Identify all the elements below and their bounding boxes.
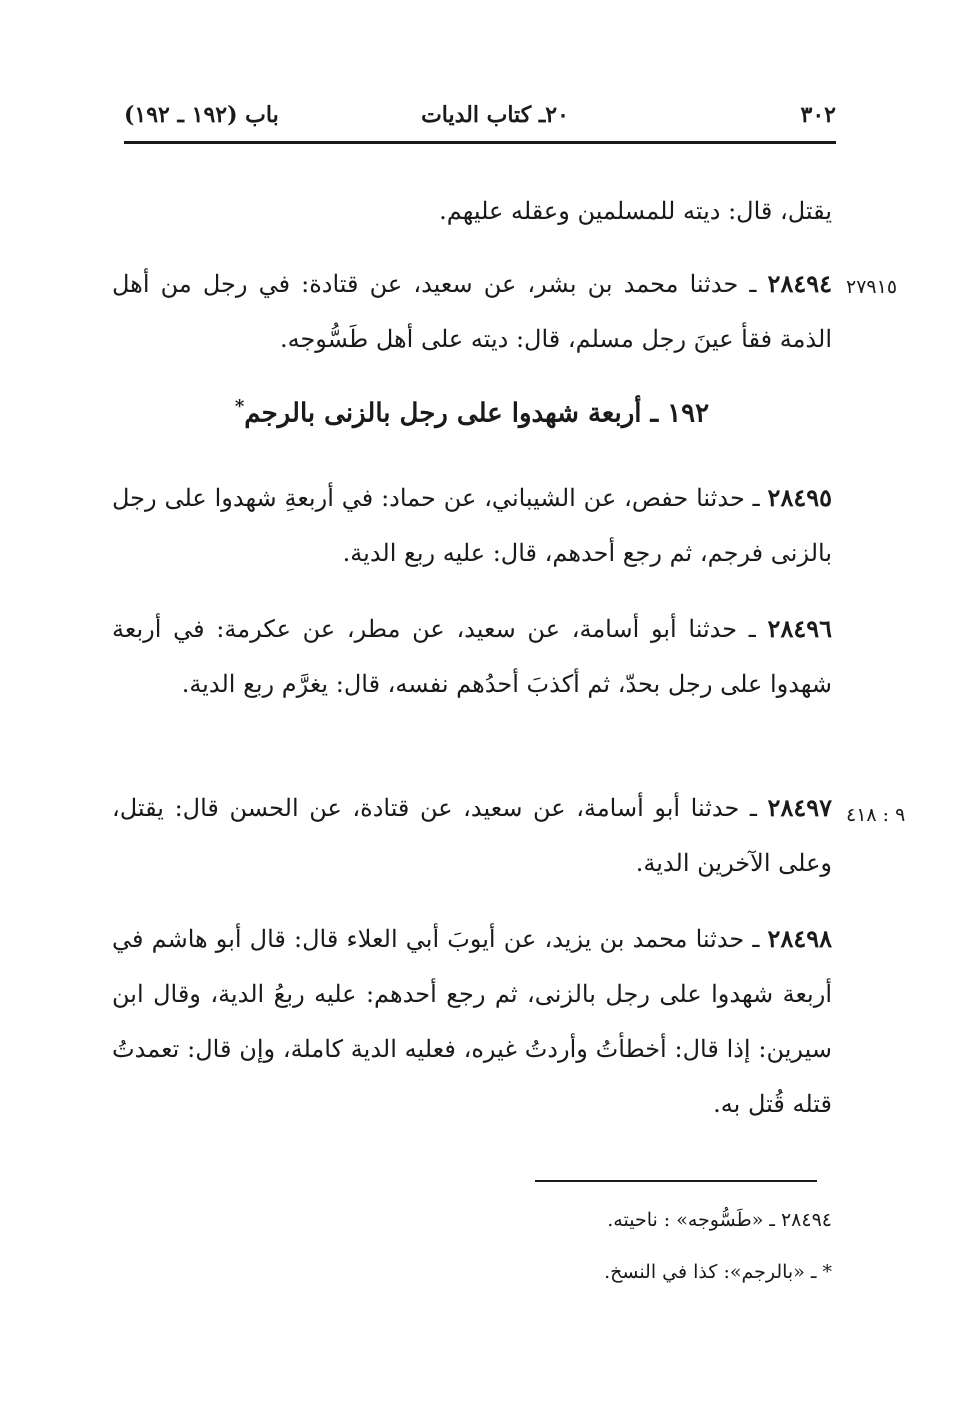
footnote-rule <box>535 1180 817 1182</box>
hadith-entry <box>112 911 832 1132</box>
hadith-entry <box>112 256 832 367</box>
hadith-text: ـ حدثنا أبو أسامة، عن سعيد، عن قتادة، عن الحسن قال: يقتل، وعلى الآخرين الدية. <box>112 794 832 877</box>
chapter-range: باب (١٩٢ ـ ١٩٢) <box>124 102 279 128</box>
section-heading-text: ١٩٢ ـ أربعة شهدوا على رجل بالزنى بالرجم <box>244 398 710 429</box>
hadith-number: ٢٨٤٩٤ <box>767 269 832 298</box>
hadith-number: ٢٨٤٩٦ <box>767 614 832 643</box>
header-rule <box>124 141 836 144</box>
page-number: ٣٠٢ <box>800 102 836 128</box>
footnote: ٢٨٤٩٤ ـ «طَسُّوجه» : ناحيته. <box>607 1209 832 1231</box>
continuation-text: يقتل، قال: ديته للمسلمين وعقله عليهم. <box>439 197 832 225</box>
hadith-entry <box>112 470 832 581</box>
hadith-text: ـ حدثنا محمد بن بشر، عن سعيد، عن قتادة: في رجل من أهل الذمة فقأ عينَ رجل مسلم، قال: ديته على أهل طَسُّوجه. <box>112 270 832 353</box>
hadith-text: ـ حدثنا محمد بن يزيد، عن أيوبَ أبي العلاء قال: قال أبو هاشم في أربعة شهدوا على رجل بالزنى، ثم رجع أحدهم: عليه ربعُ الدية، وقال ابن سيرين: إذا قال: أخطأتُ وأردتُ غيره، فعليه الدية كاملة، وإن قال: تعمدتُ قتله قُتل به. <box>112 925 833 1118</box>
hadith-entry <box>112 601 832 712</box>
hadith-number: ٢٨٤٩٧ <box>767 793 832 822</box>
hadith-number: ٢٨٤٩٨ <box>767 924 832 953</box>
margin-ref: ٢٧٩١٥ <box>846 276 898 298</box>
margin-ref: ٩ : ٤١٨ <box>846 804 906 826</box>
hadith-text: ـ حدثنا أبو أسامة، عن سعيد، عن مطر، عن عكرمة: في أربعة شهدوا على رجل بحدّ، ثم أكذبَ أحدُهم نفسه، قال: يغرَّم ربع الدية. <box>112 615 832 698</box>
footnote-mark: * <box>234 396 245 417</box>
running-head <box>124 96 836 136</box>
hadith-number: ٢٨٤٩٥ <box>767 483 832 512</box>
book-title: ٢٠ـ كتاب الديات <box>421 102 569 128</box>
hadith-text: ـ حدثنا حفص، عن الشيباني، عن حماد: في أربعةِ شهدوا على رجل بالزنى فرجم، ثم رجع أحدهم، قال: عليه ربع الدية. <box>112 484 832 567</box>
footnote: * ـ «بالرجم»: كذا في النسخ. <box>604 1261 832 1283</box>
hadith-entry <box>112 780 832 891</box>
section-heading <box>112 396 832 429</box>
